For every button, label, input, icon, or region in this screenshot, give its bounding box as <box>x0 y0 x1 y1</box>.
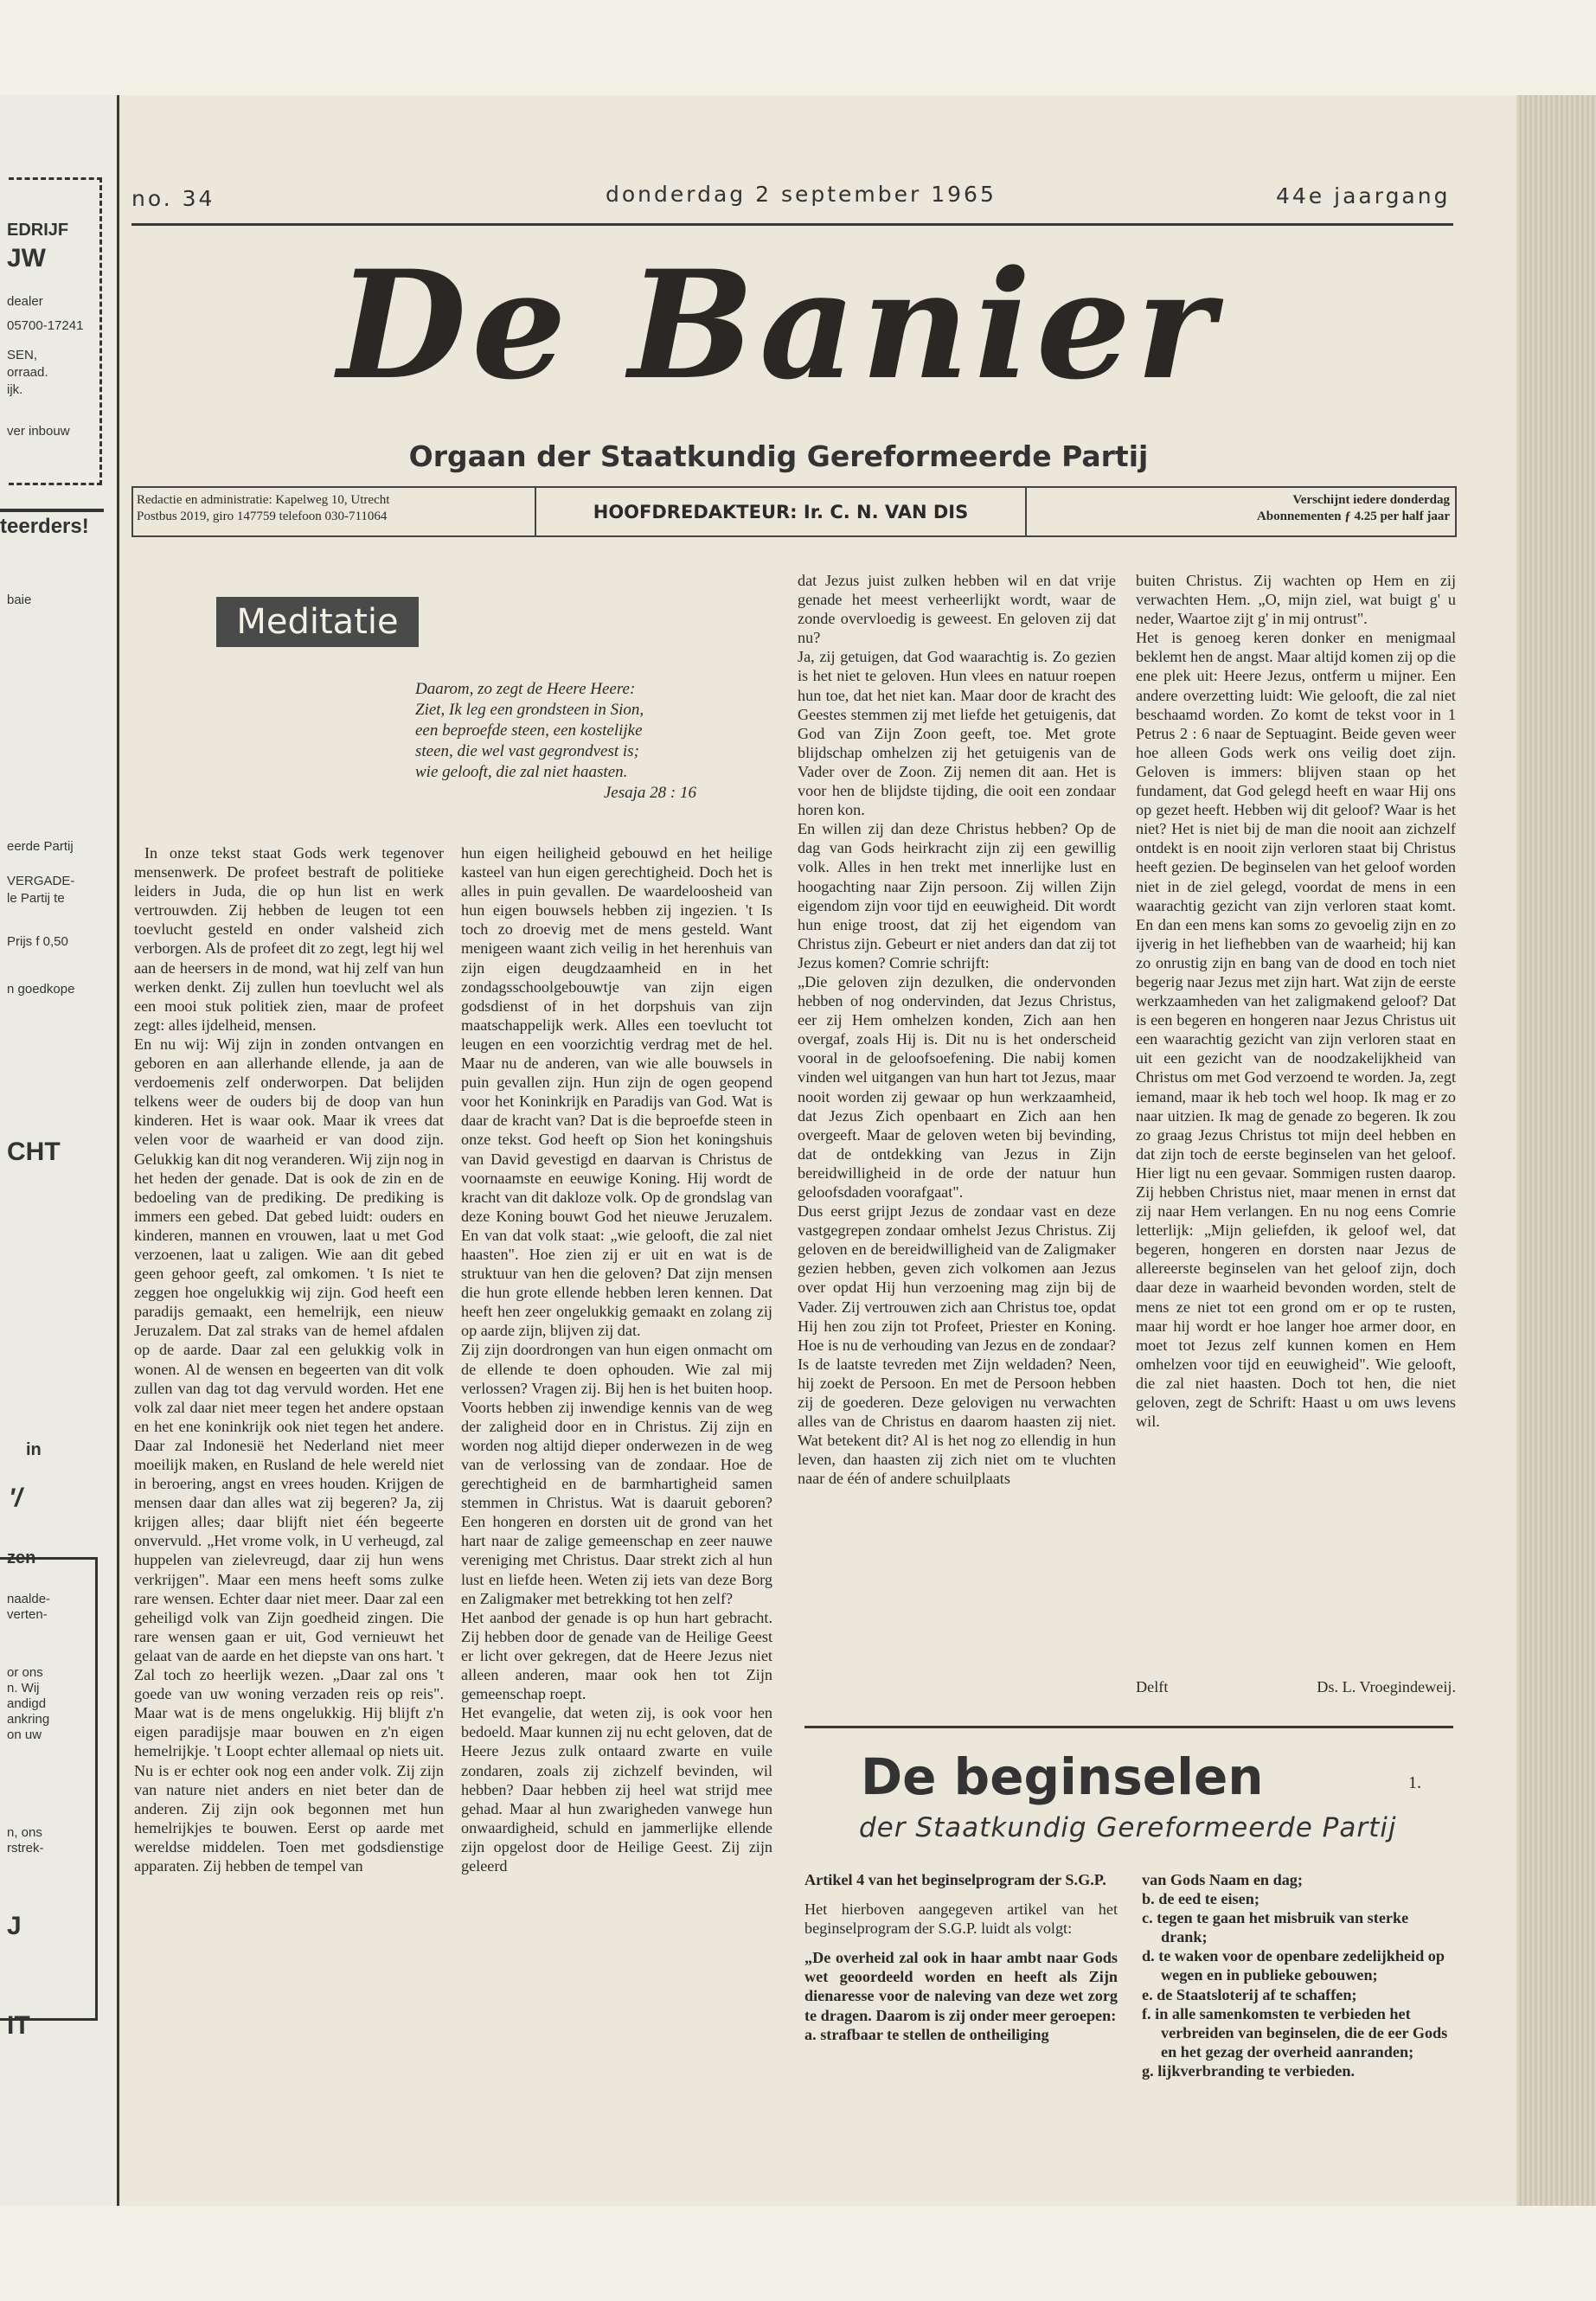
paragraph: Het evangelie, dat weten zij, is ook voor hen bedoeld. Maar kunnen zij nu echt geloven, dat de Heere Jezus zulk ontaard zwarte en vuile zondaren, zoals zij zichzelf bevinden, wil hebben? Daar hebben zij heel wat strijd mee gehad. Maar al hun zwarigheden vanwege hun onwaardigheid, schuld en jammerlijke ellende zijn opgelost door de Heilige Geest. Zij zijn geleerd <box>461 1704 772 1875</box>
paragraph: buiten Christus. Zij wachten op Hem en zij verwachten Hem. „O, mijn ziel, wat buigt g' u neder, Waartoe zijt g' in mij ontrust". <box>1136 572 1456 628</box>
adjacent-text: EDRIJF <box>7 221 69 240</box>
article-column-3 <box>798 571 1116 1695</box>
paragraph: In onze tekst staat Gods werk tegenover mensenwerk. De profeet bestraft de politieke leiders in Juda, die op hun list en werk vertrouwden. Zij hebben de leugen tot een toevlucht gesteld en onder valsheid zich verborgen. Als de profeet dit zo zegt, legt hij wel aan de heersers in de mond, wat hij zelf van hun werken denkt. Zij zullen hun toevlucht wel als een mooi stuk politiek zien, maar de profeet zegt: alles ijdelheid, mensen. <box>134 844 444 1034</box>
info-divider <box>1025 486 1027 537</box>
article-column-2 <box>461 843 772 2158</box>
list-item: van Gods Naam en dag; <box>1142 1871 1303 1888</box>
paragraph: „Die geloven zijn dezulken, die ondervonden hebben of nog ondervinden, dat Jezus Christus, eer zij Hem omhelzen konden, Zich aan hen overgaf, zoals Hij is. Dit nu is het onderscheid vooral in de geloofsoefening. Die nabij komen vinden wel uitgangen van hun hart tot Jezus, maar nooit worden zij gewaar op hun werkzaamheid, dat Jezus Zich openbaart en Zich aan hen overgeeft. Maar de geloven weten bij bevinding, dat de ontdekking van Jezus in Zijn bereidwilligheid in de orde der natuur hun geloofsdaden voorafgaat". <box>798 972 1116 1201</box>
adjacent-text: teerders! <box>0 515 89 538</box>
editor: HOOFDREDAKTEUR: Ir. C. N. VAN DIS <box>593 502 969 522</box>
paragraph: Het aanbod der genade is op hun hart gebracht. Zij hebben door de genade van de Heilige Geest er licht over gekregen, dat de Heere Jezus niet alleen anderen, maar ook hen tot Zijn gemeenschap roept. <box>461 1608 772 1703</box>
quote-line: steen, die wel vast gegrondvest is; <box>415 742 639 760</box>
paragraph: Artikel 4 van het beginselprogram der S.G.P. <box>804 1871 1106 1888</box>
quote-reference: Jesaja 28 : 16 <box>603 784 696 802</box>
adjacent-text: n. Wij <box>7 1681 40 1695</box>
schedule: Verschijnt iedere donderdag <box>1292 493 1450 507</box>
adjacent-text: '/ <box>9 1484 22 1512</box>
adjacent-text: in <box>26 1440 42 1459</box>
paragraph: „De overheid zal ook in haar ambt naar Gods wet geoordeeld worden en heeft als Zijn dienaresse voor de naleving van deze wet zorg te dragen. Daarom is zij onder meer geroepen: <box>804 1949 1118 2024</box>
adjacent-text: n, ons <box>7 1825 42 1840</box>
adjacent-text: J <box>7 1912 22 1940</box>
address-line: Postbus 2019, giro 147759 telefoon 030-711064 <box>137 510 388 523</box>
volume: 44e jaargang <box>1276 183 1451 208</box>
adjacent-text: rstrek- <box>7 1841 44 1856</box>
adjacent-text: zen <box>7 1548 36 1567</box>
list-item: b. de eed te eisen; <box>1142 1890 1259 1908</box>
paragraph: Het is genoeg keren donker en menigmaal beklemt hen de angst. Maar altijd komen zij op die ene plek uit: Heere Jezus, ontferm u mijner. Een andere overzetting luidt: Wie gelooft, die zal niet beschaamd worden. Zo komt de tekst voor in 1 Petrus 2 : 6 naar de Septuagint. Beide geven weer hoe alleen Gods werk ons veilig doet zijn. Geloven is immers: blijven staan op het fundament, dat God gelegd heeft en waar Hij ons op gezet heeft. Hebben wij dit geloof? Waar is het niet? Het is niet bij de man die nooit aan zichzelf ontdekt is en nooit zijn verloren staat bij Christus heeft gezien. De beginselen van het geloof worden niet in de ziel gelegd, voordat de mens in een waarachtig gezicht van zijn verloren staat komt. En dan een mens kan soms zo gevoelig zijn en zo ijverig in het liefhebben van de waarheid; hij kan zo onrustig zijn en bang van de dood en toch niet begerig naar Jezus met zijn hart. Wat zijn de eerste werkzaamheden van het zaligmakend geloof? Dat is een begeren en hongeren naar Jezus Christus uit een waarachtig gezicht van zijn verloren staat en uit een gezicht van de noodzakelijkheid van Christus om met God verzoend te worden. Ja, zegt iemand, maar ik heb toch wel hoop. Ik mag er zo naar uitzien. Ik mag de genade zo begeren. Ik zou zo graag Jezus Christus tot mijn deel hebben en dat zijn toch de eerste beginselen van het geloof. Hier ligt nu een gevaar. Sommigen rusten daarop. Zij hebben Christus niet, maar menen in ernst dat zij naar Hem verlangen. En nu nog eens Comrie letterlijk: „Mijn geliefden, ik geloof wel, dat begeren, hongeren en dorsten naar Jezus de allereerste beginselen van het geloof zijn, doch daar deze in waarheid bevonden worden, stelt de mens ze niet tot een grond om er op te rusten, maar hij wordt er hoe langer hoe armer door, en moet tot Jezus zelf kunnen komen en Hem omhelzen voor tijd en eeuwigheid". Wie gelooft, die zal niet haasten. Doch tot hen, die niet geloven, zegt de Schrift: Haast u om uws levens wil. <box>1136 629 1456 1431</box>
paragraph: dat Jezus juist zulken hebben wil en dat vrije genade het meest verheerlijkt wordt, waar de zonde overvloedig is geweest. En geloven zij dat nu? <box>798 572 1116 647</box>
quote-line: een beproefde steen, een kostelijke <box>415 721 643 740</box>
list-item: e. de Staatsloterij af te schaffen; <box>1142 1985 1357 2003</box>
quote-line: wie gelooft, die zal niet haasten. <box>415 763 628 781</box>
adjacent-text: IT <box>7 2011 30 2040</box>
subtitle: Orgaan der Staatkundig Gereformeerde Partij <box>408 439 1149 473</box>
adjacent-text: andigd <box>7 1696 47 1711</box>
address-line: Redactie en administratie: Kapelweg 10, Utrecht <box>137 493 390 507</box>
issue-date: donderdag 2 september 1965 <box>606 182 997 207</box>
article-column-1 <box>134 843 444 2158</box>
section-title: De beginselen <box>861 1747 1264 1806</box>
bible-quote <box>415 679 714 804</box>
paragraph: Het hierboven aangegeven artikel van het beginselprogram der S.G.P. luidt als volgt: <box>804 1900 1118 1938</box>
page-stack-edge <box>1516 95 1596 2206</box>
list-item: a. strafbaar te stellen de ontheiliging <box>804 2025 1049 2043</box>
signature-place: Delft <box>1136 1678 1169 1695</box>
adjacent-text: on uw <box>7 1727 42 1742</box>
adjacent-text: CHT <box>7 1138 61 1166</box>
section-number: 1. <box>1408 1773 1421 1792</box>
adjacent-ad-box <box>0 1557 98 2021</box>
list-item: g. lijkverbranding te verbieden. <box>1142 2061 1356 2080</box>
list-item: d. te waken voor de openbare zedelijkheid op wegen en in publieke gebouwen; <box>1142 1947 1445 1984</box>
adjacent-text: 05700-17241 <box>7 318 84 333</box>
paragraph: hun eigen heiligheid gebouwd en het heilige kasteel van hun eigen gerechtigheid. Doch het is alles in puin gevallen. De waardeloosheid van hun eigen bouwsels hebben zij ingezien. 't Is toch zo droevig met de mens gesteld. Want menigeen waant zich veilig in het herenhuis van zijn eigen deugdzaamheid en in het zondagsschoolgebouwtje van zijn eigen godsdienst of in het dorpshuis van zijn maatschappelijk werk. Alles een toevlucht tot leugen en een voorzichtig verdrag met de hel. Maar nu de anderen, van wie alle bouwsels in puin gevallen zijn. Hun zijn de ogen geopend voor het Koninkrijk en Paradijs van God. Wat is daar de kracht van? Dat is die beproefde steen in onze tekst. God heeft op Sion het koningshuis van David gevestigd en daarvan is Christus de voornaamste en eeuwige Koning. Hij wordt de kracht van dit dakloze volk. Op de grondslag van deze Koning bouwt God het nieuwe Jeruzalem. En van dat volk staat: „wie gelooft, die zal niet haasten". Hoe zien zij er uit en wat is de struktuur van hen die geloven? Dat zijn mensen die hun grote ellende hebben leren kennen. Dat heeft hen zeer ongelukkig gemaakt en zolang zij op aarde zijn, blijven zij dat. <box>461 844 772 1340</box>
section-label: Meditatie <box>216 597 419 647</box>
adjacent-text: dealer <box>7 294 43 309</box>
adjacent-text: VERGADE- <box>7 874 75 888</box>
adjacent-text: ijk. <box>7 382 23 397</box>
adjacent-text: verten- <box>7 1607 48 1622</box>
adjacent-text: Prijs f 0,50 <box>7 934 68 949</box>
adjacent-text: orraad. <box>7 365 48 380</box>
list-item: c. tegen te gaan het misbruik van sterke drank; <box>1142 1909 1409 1946</box>
article-column-4 <box>1136 571 1456 1678</box>
section-subtitle: der Staatkundig Gereformeerde Partij <box>859 1812 1397 1843</box>
adjacent-text: ankring <box>7 1712 50 1727</box>
signature-name: Ds. L. Vroegindeweij. <box>1317 1678 1456 1695</box>
paragraph: Zij zijn doordrongen van hun eigen onmacht om de ellende te doen ophouden. Wie zal mij verlossen? Vragen zij. Bij hen is het buiten hoop. Voorts hebben zij inwendige kennis van de weg der zaligheid door en in Christus. Zij zijn en worden nog altijd dieper onderwezen in de weg van de verlossing van de zondaar. Hoe de gerechtigheid en de barmhartigheid samen stemmen in Christus. Wat is daaruit geboren? Een hongeren en dorsten uit de grond van het hart naar de zalige gemeenschap en zeer nauwe vereniging met Christus. Daar strekt zich al hun lust en liefde heen. Weten zij iets van deze Borg en Zaligmaker met betrekking tot hen zelf? <box>461 1341 772 1607</box>
adjacent-text: ver inbouw <box>7 424 70 439</box>
adjacent-text: eerde Partij <box>7 839 74 854</box>
header-rule <box>131 223 1453 226</box>
adjacent-text: n goedkope <box>7 982 75 997</box>
adjacent-rule <box>0 509 104 512</box>
masthead: De Banier <box>337 237 1220 413</box>
adjacent-text: baie <box>7 593 32 607</box>
paragraph: En nu wij: Wij zijn in zonden ontvangen en geboren en aan allerhande ellende, ja aan de verdoemenis zelf onderworpen. Dat belijden telkens weer de ouders bij de doop van hun kinderen. Het is waar ook. Maar ik vrees dat velen voor de waarheid er van dood zijn. Gelukkig kan dit nog veranderen. Wij zijn nog in het heden der genade. Dat is ook de zin en de bedoeling van de prediking. De prediking is immers een gebed. Dat gebed luidt: ouders en kinderen, mannen en vrouwen, laat u met God verzoenen, laat u zaligen. Wie aan dit gebed geen gehoor geeft, zal omkomen. 't Is niet te zeggen hoe ongelukkig wij zijn. God heeft een paradijs gemaakt, een hemelrijk, een nieuw Jeruzalem. Dat zal straks van de hemel afdalen op de aarde. Daar zal een gelukkig volk in wonen. Al de wensen en begeerten van dit volk zullen van dag tot dag vervuld worden. Het ene volk zal daar niet meer tegen het andere opstaan en het ene koninkrijk ook niet tegen het andere. Daar zal Indonesië het Nederland niet meer moeilijk maken, en Rusland de hele wereld niet in beroering, angst en vrees houden. Krijgen de mensen daar dan alles wat zij begeren? Ja, zij krijgen alles; daar blijft niet één begeerte onvervuld. „Het vrome volk, in U verheugd, zal huppelen van zielevreugd, daar zij hun wens verkrijgen". Maar een mens heeft soms zulke rare wensen. Echter daar niet meer. Daar zal een geheiligd volk van Zijn goedheid zingen. Die rare wensen gaan er uit, God vernieuwt het gelaat van de aarde en het diepste van ons hart. 't Zal toch zo heerlijk wezen. „Daar zal ons 't goede van uw woning verzaden reis op reis". Maar wat is de mens ongelukkig. Hij blijft z'n eigen paradijsje maar bouwen en z'n eigen hemelrijkje. 't Loopt echter allemaal op niets uit. Nu is er echter ook nog een ander volk. Zij zijn van nature niet anders en niet beter dan de anderen. Zij zijn ook begonnen met hun hemelrijkjes te bouwen. Eerst op aarde met wereldse middelen. Toen met godsdienstige apparaten. Zij hebben de tempel van <box>134 1035 444 1875</box>
quote-line: Daarom, zo zegt de Heere Heere: <box>415 680 636 698</box>
adjacent-text: naalde- <box>7 1592 51 1606</box>
paragraph: Ja, zij getuigen, dat God waarachtig is. Zo gezien is het niet te geloven. Hun vlees en natuur roepen hun toe, dat het niet kan. Maar door de kracht des Geestes stemmen zij met liefde het getuigenis, dat God van Zijn Zoon geeft, toe. Met grote blijdschap omhelzen zij het getuigenis van de Vader over de Zoon. Zij nemen dit aan. Het is voor hen de blijdste tijding, die ooit een zondaar horen kon. <box>798 648 1116 819</box>
beginselen-column-1 <box>804 1870 1118 2130</box>
beginselen-column-2 <box>1142 1870 1455 2080</box>
adjacent-text: SEN, <box>7 348 38 362</box>
paragraph: Dus eerst grijpt Jezus de zondaar vast en deze vastgegrepen zondaar omhelst Jezus Christus. Zij geloven en de bereidwilligheid van de Zaligmaker gezien hebben, geven zich volkomen aan Jezus over opdat Hij hun verzoening mag zijn bij de Vader. Zij vertrouwen zich aan Christus toe, opdat Hij hen zou zijn tot Profeet, Priester en Koning. Hoe is nu de verhouding van Jezus en de zondaar? Is de laatste tevreden met Zijn weldaden? Neen, hij zoekt de Persoon. En met de Persoon hebben zij de goederen. Deze gelovigen nu verwachten alles van de Christus en daarom haasten zij niet. Wat betekent dit? Al is het nog zo ellendig in hun leven, dan haasten zij zich niet om te vluchten naar de één of andere schuilplaats <box>798 1202 1116 1488</box>
list-item: f. in alle samenkomsten te verbieden het verbreiden van beginselen, die de eer Gods en het gezag der overheid aanranden; <box>1142 2004 1448 2061</box>
section-rule <box>804 1726 1453 1728</box>
subscription: Abonnementen ƒ 4.25 per half jaar <box>1256 510 1450 523</box>
quote-line: Ziet, Ik leg een grondsteen in Sion, <box>415 701 644 719</box>
issue-number: no. 34 <box>131 186 215 211</box>
paragraph: En willen zij dan deze Christus hebben? Op de dag van Gods heirkracht zijn zij een gewillig volk. Alles in hen trekt met innerlijke lust en hoogachting naar Zijn persoon. Zij willen Zijn eigendom zijn voor tijd en eeuwigheid. Dit wordt hun enige troost, dat zij het eigendom van Christus zijn. Gebeurt er niet anders dan dat zij tot Jezus komen? Comrie schrijft: <box>798 820 1116 971</box>
adjacent-text: le Partij te <box>7 891 65 906</box>
adjacent-text: or ons <box>7 1665 43 1680</box>
adjacent-text: JW <box>7 244 46 272</box>
